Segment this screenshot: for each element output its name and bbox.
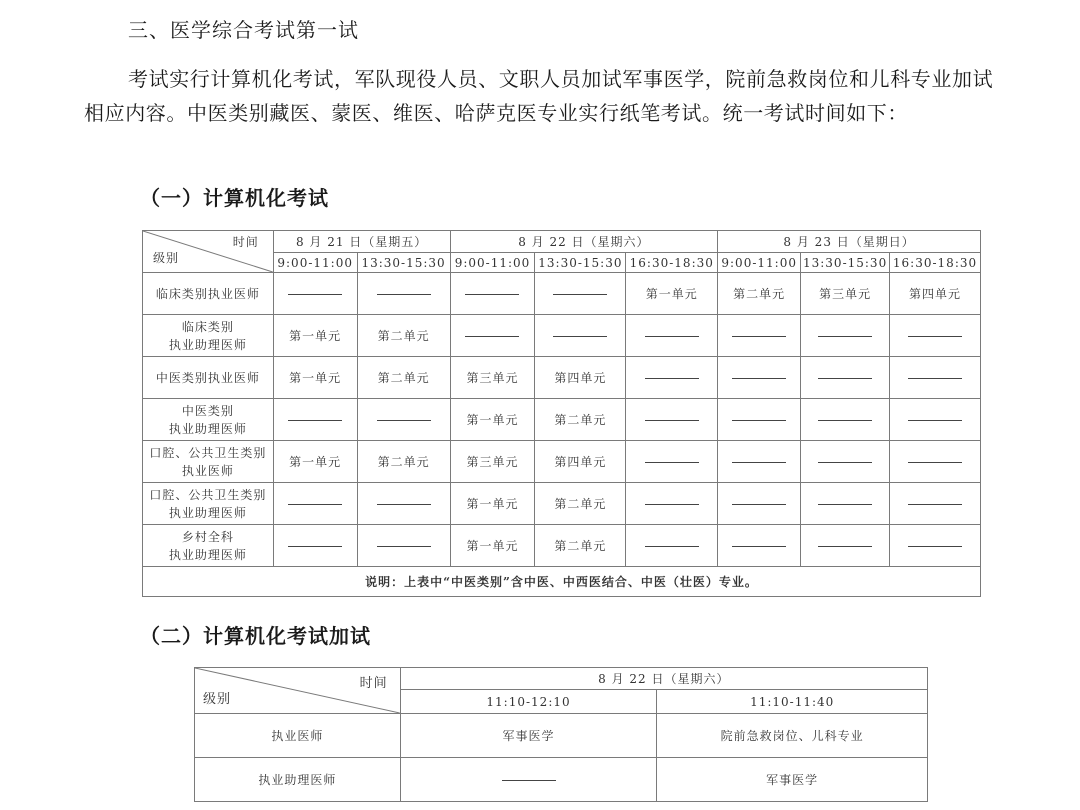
schedule-cell: 第二单元 <box>535 525 626 567</box>
empty-cell <box>357 483 450 525</box>
table-note: 说明：上表中“中医类别”含中医、中西医结合、中医（壮医）专业。 <box>143 567 981 597</box>
empty-cell <box>273 483 357 525</box>
corner-time-label: 时间 <box>359 676 388 691</box>
dash-line <box>645 378 699 379</box>
empty-cell <box>801 357 890 399</box>
empty-cell <box>357 525 450 567</box>
row-label-line: 乡村全科 <box>181 529 234 544</box>
row-label-line: 口腔、公共卫生类别 <box>149 445 267 460</box>
empty-cell <box>273 273 357 315</box>
schedule-cell: 第二单元 <box>535 483 626 525</box>
empty-cell <box>718 441 801 483</box>
row-label <box>143 483 274 525</box>
dash-line <box>377 294 431 295</box>
empty-cell <box>626 525 718 567</box>
dash-line <box>553 294 607 295</box>
dash-line <box>732 462 786 463</box>
dash-line <box>818 378 872 379</box>
dash-line <box>553 336 607 337</box>
row-label <box>143 525 274 567</box>
dash-line <box>908 420 962 421</box>
dash-line <box>908 546 962 547</box>
empty-cell <box>801 399 890 441</box>
table-row <box>143 441 981 483</box>
time-header: 13:30-15:30 <box>535 253 626 273</box>
dash-line <box>732 378 786 379</box>
empty-cell <box>357 399 450 441</box>
empty-cell <box>718 357 801 399</box>
empty-cell <box>273 525 357 567</box>
schedule-cell: 第一单元 <box>273 315 357 357</box>
dash-line <box>645 546 699 547</box>
empty-cell <box>890 525 981 567</box>
row-label <box>143 315 274 357</box>
empty-cell <box>890 483 981 525</box>
row-label <box>143 273 274 315</box>
schedule-cell: 第二单元 <box>357 315 450 357</box>
empty-cell <box>400 758 657 802</box>
schedule-cell: 第三单元 <box>450 357 535 399</box>
schedule-cell: 第一单元 <box>450 483 535 525</box>
dash-line <box>818 336 872 337</box>
table-row <box>195 758 928 802</box>
table-corner-header <box>143 231 274 273</box>
schedule-cell: 军事医学 <box>400 714 657 758</box>
row-label-line: 执业助理医师 <box>168 505 247 520</box>
additional-exam-schedule-table <box>194 667 928 802</box>
dash-line <box>465 336 519 337</box>
empty-cell <box>626 483 718 525</box>
dash-line <box>465 294 519 295</box>
empty-cell <box>535 315 626 357</box>
empty-cell <box>450 315 535 357</box>
dash-line <box>818 546 872 547</box>
row-label <box>143 399 274 441</box>
time-header: 16:30-18:30 <box>890 253 981 273</box>
dash-line <box>645 462 699 463</box>
empty-cell <box>718 483 801 525</box>
computer-exam-schedule-table <box>142 230 981 597</box>
schedule-cell: 第二单元 <box>357 441 450 483</box>
empty-cell <box>450 273 535 315</box>
dash-line <box>818 504 872 505</box>
dash-line <box>377 504 431 505</box>
empty-cell <box>718 399 801 441</box>
time-header: 11:10-11:40 <box>657 690 928 714</box>
table-row <box>143 399 981 441</box>
empty-cell <box>718 315 801 357</box>
schedule-cell: 第二单元 <box>535 399 626 441</box>
empty-cell <box>626 315 718 357</box>
dash-line <box>908 504 962 505</box>
empty-cell <box>890 399 981 441</box>
corner-time-label: 时间 <box>232 235 259 249</box>
empty-cell <box>801 441 890 483</box>
table-row <box>195 714 928 758</box>
table-row <box>143 525 981 567</box>
row-label-line: 中医类别 <box>181 403 234 418</box>
empty-cell <box>890 357 981 399</box>
row-label-line: 口腔、公共卫生类别 <box>149 487 267 502</box>
empty-cell <box>801 525 890 567</box>
schedule-cell: 第二单元 <box>718 273 801 315</box>
time-header: 16:30-18:30 <box>626 253 718 273</box>
row-label-line: 临床类别 <box>181 319 234 334</box>
dash-line <box>732 546 786 547</box>
schedule-cell: 第一单元 <box>273 441 357 483</box>
row-label-line: 执业助理医师 <box>168 337 247 352</box>
empty-cell <box>890 315 981 357</box>
corner-level-label: 级别 <box>153 251 180 265</box>
empty-cell <box>801 483 890 525</box>
dash-line <box>502 780 556 781</box>
dash-line <box>288 504 342 505</box>
dash-line <box>732 504 786 505</box>
row-label-line: 临床类别执业医师 <box>155 286 260 301</box>
schedule-cell: 第一单元 <box>273 357 357 399</box>
schedule-cell: 第三单元 <box>801 273 890 315</box>
empty-cell <box>801 315 890 357</box>
dash-line <box>908 462 962 463</box>
schedule-cell: 第四单元 <box>535 357 626 399</box>
row-label-line: 执业助理医师 <box>168 421 247 436</box>
row-label-line: 执业医师 <box>181 463 234 478</box>
schedule-cell: 第一单元 <box>450 399 535 441</box>
empty-cell <box>718 525 801 567</box>
row-label <box>143 357 274 399</box>
schedule-cell: 第四单元 <box>535 441 626 483</box>
table-row <box>143 357 981 399</box>
dash-line <box>908 378 962 379</box>
dash-line <box>645 336 699 337</box>
intro-paragraph <box>84 62 1004 130</box>
dash-line <box>645 504 699 505</box>
time-header: 13:30-15:30 <box>357 253 450 273</box>
table-corner-header <box>195 668 401 714</box>
date-header: 8 月 23 日（星期日） <box>718 231 981 253</box>
row-label <box>143 441 274 483</box>
time-header: 9:00-11:00 <box>450 253 535 273</box>
subsection-heading-additional-exam: （二）计算机化考试加试 <box>140 624 371 648</box>
dash-line <box>377 420 431 421</box>
date-header: 8 月 22 日（星期六） <box>450 231 718 253</box>
time-header: 13:30-15:30 <box>801 253 890 273</box>
schedule-cell: 第二单元 <box>357 357 450 399</box>
schedule-cell: 第三单元 <box>450 441 535 483</box>
date-header: 8 月 22 日（星期六） <box>400 668 927 690</box>
dash-line <box>818 462 872 463</box>
schedule-cell: 第四单元 <box>890 273 981 315</box>
dash-line <box>288 294 342 295</box>
time-header: 9:00-11:00 <box>718 253 801 273</box>
table-row <box>143 483 981 525</box>
dash-line <box>288 420 342 421</box>
schedule-cell: 院前急救岗位、儿科专业 <box>657 714 928 758</box>
dash-line <box>732 336 786 337</box>
dash-line <box>818 420 872 421</box>
row-label: 执业医师 <box>195 714 401 758</box>
table-row <box>143 273 981 315</box>
row-label: 执业助理医师 <box>195 758 401 802</box>
dash-line <box>908 336 962 337</box>
time-header: 11:10-12:10 <box>400 690 657 714</box>
dash-line <box>732 420 786 421</box>
date-header: 8 月 21 日（星期五） <box>273 231 450 253</box>
corner-level-label: 级别 <box>203 692 232 707</box>
schedule-cell: 军事医学 <box>657 758 928 802</box>
table-row <box>143 315 981 357</box>
row-label-line: 执业助理医师 <box>168 547 247 562</box>
dash-line <box>288 546 342 547</box>
empty-cell <box>626 399 718 441</box>
empty-cell <box>357 273 450 315</box>
dash-line <box>645 420 699 421</box>
intro-paragraph-text: 考试实行计算机化考试，军队现役人员、文职人员加试军事医学，院前急救岗位和儿科专业加试相应内容。中医类别藏医、蒙医、维医、哈萨克医专业实行纸笔考试。统一考试时间如下： <box>84 67 994 125</box>
schedule-cell: 第一单元 <box>450 525 535 567</box>
empty-cell <box>626 441 718 483</box>
time-header: 9:00-11:00 <box>273 253 357 273</box>
empty-cell <box>273 399 357 441</box>
row-label-line: 中医类别执业医师 <box>155 370 260 385</box>
empty-cell <box>535 273 626 315</box>
dash-line <box>377 546 431 547</box>
section-heading: 三、医学综合考试第一试 <box>128 18 359 42</box>
subsection-heading-computer-exam: （一）计算机化考试 <box>140 186 329 210</box>
empty-cell <box>890 441 981 483</box>
empty-cell <box>626 357 718 399</box>
schedule-cell: 第一单元 <box>626 273 718 315</box>
